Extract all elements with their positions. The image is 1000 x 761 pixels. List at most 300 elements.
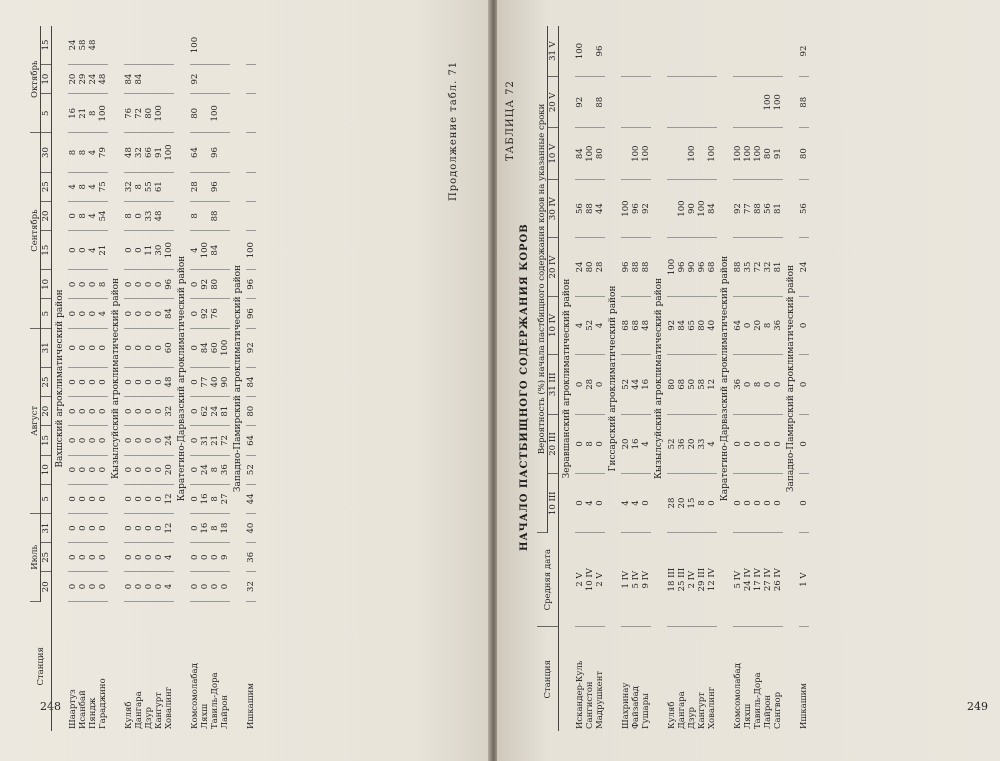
table-row [799,26,809,731]
value-cell [200,172,210,201]
value-cell [220,94,230,133]
day-header: 5 [41,484,52,513]
value-cell: 0 [68,484,78,513]
value-cell: 0 [773,474,783,533]
value-cell: 72 [220,426,230,455]
value-cell: 0 [134,543,144,572]
value-cell [687,77,697,128]
value-cell [164,201,174,230]
value-cell [246,65,256,94]
value-cell: 0 [68,367,78,396]
value-cell: 33 [144,201,154,230]
value-cell: 100 [575,26,585,77]
table-71-caption: Продолжение табл. 71 [448,60,459,201]
value-cell [667,77,677,128]
station-name: Гушары [641,693,651,729]
value-cell: 0 [68,299,78,328]
mean-date-header: Средняя дата [537,532,559,627]
value-cell: 100 [697,179,707,237]
value-cell: 28 [190,172,200,201]
date-header: 10 III [548,474,559,533]
value-cell: 0 [88,328,98,367]
value-cell: 36 [220,455,230,484]
value-cell: 0 [144,299,154,328]
day-header: 20 [41,397,52,426]
mean-date: 17 IV [753,532,763,627]
station-name: Куляб [667,701,677,729]
value-cell: 24 [799,238,809,296]
value-cell: 29 [78,65,88,94]
month-header: Октябрь [30,26,41,133]
value-cell: 0 [134,514,144,543]
value-cell: 100 [164,133,174,172]
value-cell: 0 [124,455,134,484]
value-cell: 84 [210,231,220,270]
value-cell: 91 [773,128,783,179]
month-header: Август [30,328,41,513]
value-cell: 0 [154,397,164,426]
table-row [124,26,134,731]
region-name: Западно-Памирский агроклиматический район [233,264,243,493]
value-cell: 0 [78,299,88,328]
value-cell: 4 [190,231,200,270]
value-cell [697,77,707,128]
station-name: Комсомолабад [733,663,743,729]
date-header: 31 III [548,355,559,415]
value-cell [667,26,677,77]
value-cell: 77 [743,179,753,237]
station-name: Сангистон [585,681,595,729]
value-cell: 100 [220,328,230,367]
value-cell: 96 [631,179,641,237]
value-cell: 0 [799,414,809,474]
value-cell [164,172,174,201]
value-cell: 92 [200,270,210,299]
value-cell: 0 [68,543,78,572]
region-row [174,26,190,731]
table-row [773,26,783,731]
value-cell: 0 [190,328,200,367]
value-cell [621,26,631,77]
value-cell: 88 [595,77,605,128]
value-cell: 20 [68,65,78,94]
value-cell: 88 [799,77,809,128]
region-row [108,26,124,731]
table-row [743,26,753,731]
value-cell: 0 [733,414,743,474]
value-cell [733,77,743,128]
value-cell: 8 [134,172,144,201]
table-row [210,26,220,731]
value-cell: 0 [98,397,108,426]
value-cell: 4 [164,543,174,572]
value-cell: 0 [78,367,88,396]
value-cell: 80 [667,355,677,415]
value-cell: 96 [595,26,605,77]
station-name: Шахринау [621,682,631,729]
value-cell: 81 [773,238,783,296]
value-cell: 4 [595,296,605,354]
station-header-72: Станция [537,627,559,731]
value-cell: 44 [631,355,641,415]
value-cell: 100 [763,77,773,128]
value-cell [124,26,134,65]
value-cell: 0 [154,367,164,396]
value-cell: 96 [210,172,220,201]
value-cell: 0 [743,474,753,533]
value-cell: 96 [246,299,256,328]
value-cell [677,128,687,179]
value-cell: 0 [68,514,78,543]
value-cell: 88 [585,179,595,237]
value-cell: 100 [585,128,595,179]
value-cell: 0 [88,397,98,426]
value-cell [707,26,717,77]
value-cell [220,26,230,65]
value-cell [200,133,210,172]
value-cell: 92 [641,179,651,237]
table-row [575,26,585,731]
value-cell: 0 [78,328,88,367]
table-row [220,26,230,731]
value-cell: 0 [144,367,154,396]
value-cell [667,179,677,237]
value-cell [210,26,220,65]
table-72 [537,26,809,731]
value-cell: 100 [210,94,220,133]
value-cell: 64 [733,296,743,354]
value-cell: 40 [210,367,220,396]
station-name: Тавиль-Дора [753,672,763,729]
value-cell: 0 [595,474,605,533]
value-cell [220,65,230,94]
station-name: Тавиль-Дора [210,672,220,729]
value-cell: 44 [595,179,605,237]
value-cell: 81 [773,179,783,237]
value-cell: 0 [190,572,200,601]
value-cell: 76 [124,94,134,133]
value-cell: 84 [124,65,134,94]
value-cell: 8 [585,414,595,474]
mean-date: 12 IV [707,532,717,627]
value-cell: 56 [575,179,585,237]
value-cell: 36 [246,543,256,572]
value-cell [220,133,230,172]
table-row [621,26,631,731]
value-cell: 0 [753,414,763,474]
value-cell: 8 [753,355,763,415]
mean-date: 2 V [595,532,605,627]
value-cell: 80 [144,94,154,133]
day-header: 20 [41,201,52,230]
value-cell: 0 [98,572,108,601]
value-cell: 12 [164,484,174,513]
value-cell: 21 [98,231,108,270]
value-cell: 80 [595,128,605,179]
value-cell [144,65,154,94]
value-cell: 80 [763,128,773,179]
value-cell: 79 [98,133,108,172]
value-cell: 8 [78,172,88,201]
value-cell: 0 [144,455,154,484]
value-cell: 88 [641,238,651,296]
mean-date: 27 IV [763,532,773,627]
value-cell: 32 [134,133,144,172]
value-cell: 0 [773,355,783,415]
value-cell: 0 [88,514,98,543]
value-cell [154,26,164,65]
value-cell: 0 [124,270,134,299]
value-cell: 0 [98,367,108,396]
value-cell: 0 [98,426,108,455]
value-cell: 48 [88,26,98,65]
value-cell: 84 [246,367,256,396]
table-row [687,26,697,731]
value-cell [246,201,256,230]
mean-date: 10 IV [585,532,595,627]
value-cell: 32 [763,238,773,296]
value-cell: 9 [220,543,230,572]
value-cell [164,26,174,65]
value-cell: 0 [190,514,200,543]
day-header: 25 [41,543,52,572]
value-cell: 0 [154,543,164,572]
value-cell: 0 [154,514,164,543]
date-header: 20 V [548,77,559,128]
value-cell: 0 [68,426,78,455]
value-cell: 20 [753,296,763,354]
station-name: Лайрон [220,694,230,729]
value-cell: 20 [621,414,631,474]
table-row [733,26,743,731]
value-cell: 0 [190,455,200,484]
station-name: Мадрушкент [595,670,605,729]
value-cell [621,128,631,179]
value-cell: 0 [190,426,200,455]
value-cell: 96 [164,270,174,299]
value-cell: 68 [631,296,641,354]
table-row [98,26,108,731]
value-cell: 0 [733,474,743,533]
value-cell: 8 [78,201,88,230]
value-cell: 0 [68,231,78,270]
value-cell: 100 [200,231,210,270]
value-cell [220,270,230,299]
station-name: Шаартуз [68,689,78,729]
region-name: Зеравшанский агроклиматический район [562,278,572,479]
value-cell: 8 [763,296,773,354]
station-name: Файзабад [631,686,641,729]
station-name: Ляхш [200,703,210,729]
value-cell: 0 [124,572,134,601]
value-cell: 21 [78,94,88,133]
mean-date: 5 IV [733,532,743,627]
value-cell: 62 [200,397,210,426]
value-cell: 27 [220,484,230,513]
value-cell: 0 [68,270,78,299]
day-header: 25 [41,367,52,396]
value-cell: 58 [78,26,88,65]
value-cell: 0 [124,397,134,426]
value-cell: 0 [124,299,134,328]
station-name: Исанбай [78,690,88,729]
value-cell: 100 [707,128,717,179]
value-cell: 92 [799,26,809,77]
value-cell: 16 [68,94,78,133]
value-cell: 84 [164,299,174,328]
value-cell: 0 [154,328,164,367]
date-header: 20 IV [548,238,559,296]
value-cell [200,65,210,94]
value-cell: 0 [200,543,210,572]
value-cell: 4 [98,299,108,328]
value-cell: 92 [667,296,677,354]
value-cell: 0 [88,572,98,601]
value-cell: 0 [190,397,200,426]
station-name: Кангурт [154,692,164,729]
value-cell: 0 [78,514,88,543]
region-name: Западно-Памирский агроклиматический район [786,264,796,493]
value-cell: 0 [763,414,773,474]
value-cell [200,26,210,65]
station-name: Кангурт [697,692,707,729]
value-cell [220,201,230,230]
value-cell: 100 [154,94,164,133]
value-cell: 0 [575,414,585,474]
value-cell: 81 [220,397,230,426]
value-cell: 0 [144,514,154,543]
value-cell: 0 [799,355,809,415]
value-cell [667,128,677,179]
value-cell: 84 [677,296,687,354]
value-cell: 65 [687,296,697,354]
value-cell: 4 [88,201,98,230]
value-cell: 0 [144,328,154,367]
value-cell: 35 [743,238,753,296]
station-name: Ляхш [743,703,753,729]
mean-date: 1 IV [621,532,631,627]
table-row [154,26,164,731]
probability-subtitle: Вероятность (%) начала пастбищного содержания коров на указанные сроки [537,26,548,532]
value-cell: 0 [88,270,98,299]
value-cell: 32 [246,572,256,601]
value-cell: 32 [124,172,134,201]
table-row [595,26,605,731]
value-cell: 0 [154,426,164,455]
value-cell [743,77,753,128]
day-header: 31 [41,328,52,367]
day-header: 15 [41,231,52,270]
value-cell: 0 [124,426,134,455]
value-cell: 0 [144,484,154,513]
value-cell [98,26,108,65]
value-cell: 80 [799,128,809,179]
value-cell: 50 [687,355,697,415]
value-cell: 100 [190,26,200,65]
value-cell: 68 [707,238,717,296]
mean-date: 18 III [667,532,677,627]
value-cell: 80 [585,238,595,296]
value-cell: 100 [98,94,108,133]
region-row [230,26,246,731]
value-cell: 0 [144,426,154,455]
value-cell [641,77,651,128]
value-cell: 88 [753,179,763,237]
table-row [707,26,717,731]
value-cell: 0 [78,426,88,455]
day-header: 10 [41,65,52,94]
value-cell: 54 [98,201,108,230]
value-cell: 0 [144,397,154,426]
value-cell: 0 [98,543,108,572]
value-cell: 0 [134,397,144,426]
region-name: Кызылсуйский агроклиматический район [654,277,664,480]
page-number-left: 248 [40,700,61,713]
value-cell: 31 [200,426,210,455]
value-cell: 28 [595,238,605,296]
value-cell: 100 [621,179,631,237]
value-cell: 0 [124,328,134,367]
value-cell: 0 [68,455,78,484]
value-cell: 91 [154,133,164,172]
table-72-label: ТАБЛИЦА 72 [505,80,516,161]
value-cell: 100 [687,128,697,179]
value-cell: 60 [210,328,220,367]
value-cell: 61 [154,172,164,201]
table-row [246,26,256,731]
value-cell: 52 [585,296,595,354]
station-name: Сангвор [773,691,783,729]
value-cell: 0 [743,355,753,415]
region-row [651,26,667,731]
station-name: Гараджино [98,678,108,729]
station-name: Дзур [144,707,154,729]
value-cell [220,172,230,201]
value-cell: 76 [210,299,220,328]
value-cell: 0 [154,299,164,328]
value-cell: 32 [164,397,174,426]
value-cell: 100 [631,128,641,179]
value-cell: 8 [78,133,88,172]
mean-date: 1 V [799,532,809,627]
value-cell: 0 [154,455,164,484]
value-cell [164,94,174,133]
value-cell: 24 [575,238,585,296]
value-cell: 4 [585,474,595,533]
day-header: 30 [41,133,52,172]
value-cell [677,26,687,77]
value-cell: 60 [164,328,174,367]
station-name: Искандер-Куль [575,660,585,729]
value-cell: 0 [68,397,78,426]
value-cell: 0 [68,201,78,230]
value-cell: 16 [641,355,651,415]
value-cell: 0 [98,455,108,484]
value-cell: 72 [134,94,144,133]
value-cell: 28 [667,474,677,533]
value-cell [631,77,641,128]
table-row [697,26,707,731]
table-row [164,26,174,731]
value-cell: 0 [134,270,144,299]
day-header: 5 [41,94,52,133]
value-cell: 4 [641,414,651,474]
station-name: Куляб [124,701,134,729]
value-cell [697,26,707,77]
mean-date: 5 IV [631,532,641,627]
value-cell: 72 [753,238,763,296]
value-cell: 100 [733,128,743,179]
